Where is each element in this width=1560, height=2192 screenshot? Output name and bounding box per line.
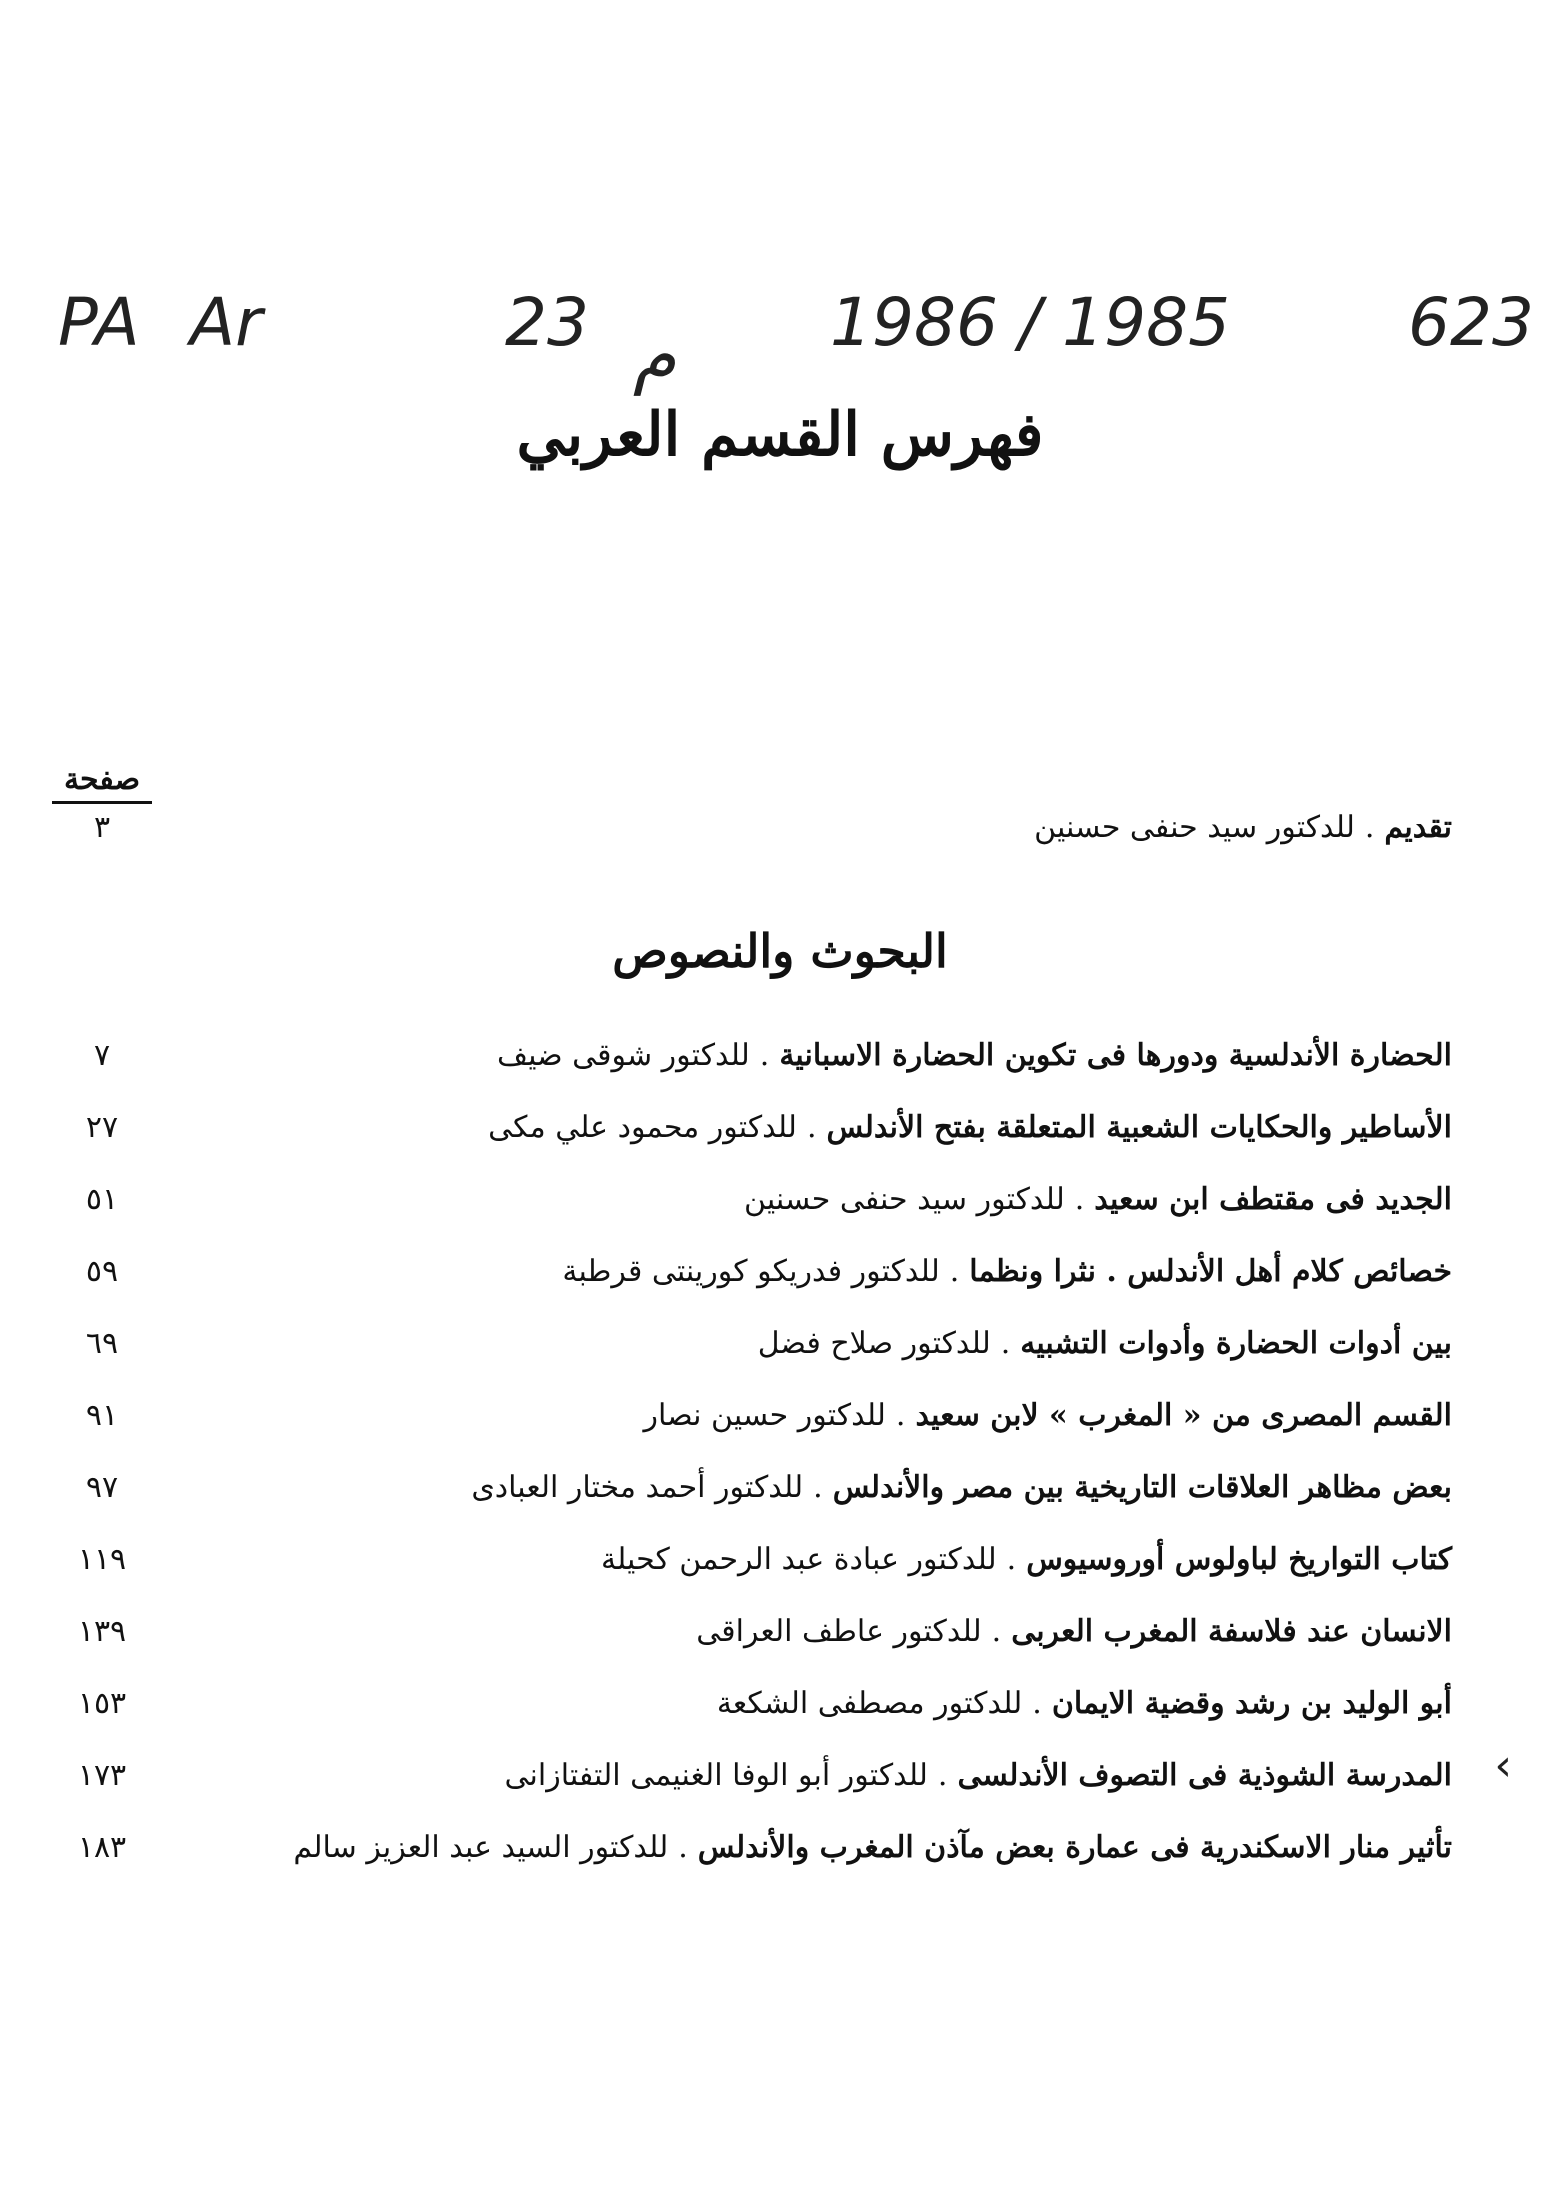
toc-entry-page: ٩٧: [85, 1470, 119, 1505]
toc-entry-page: ١٣٩: [77, 1614, 127, 1649]
toc-entry-author: للدكتور محمود علي مكى: [488, 1110, 797, 1145]
handwritten-note-4: م: [633, 314, 677, 396]
toc-entry-page: ٧: [93, 1038, 111, 1073]
toc-entry-page: ١٧٣: [77, 1758, 127, 1793]
toc-entry: كتاب التواريخ لباولوس أوروسيوس.للدكتور عبادة عبد الرحمن كحيلة ١١٩: [0, 1532, 1560, 1588]
toc-entry: الحضارة الأندلسية ودورها فى تكوين الحضارة الاسبانية.للدكتور شوقى ضيف ٧: [0, 1028, 1560, 1084]
toc-entry-title: بعض مظاهر العلاقات التاريخية بين مصر والأندلس: [832, 1470, 1452, 1505]
handwritten-note-years: 1986 / 1985: [830, 284, 1231, 361]
intro-page-number: ٣: [93, 810, 111, 845]
toc-entry-page: ٦٩: [85, 1326, 119, 1361]
page-title: فهرس القسم العربي: [516, 400, 1044, 470]
toc-entry-title: المدرسة الشوذية فى التصوف الأندلسى: [957, 1758, 1452, 1793]
toc-entry-page: ١٨٣: [77, 1830, 127, 1865]
toc-list: [0, 1028, 1560, 1892]
toc-entry-author: للدكتور مصطفى الشكعة: [716, 1686, 1023, 1721]
toc-entry: المدرسة الشوذية فى التصوف الأندلسى.للدكتور أبو الوفا الغنيمى التفتازانى ١٧٣: [0, 1748, 1560, 1804]
intro-author: للدكتور سيد حنفى حسنين: [1034, 810, 1355, 845]
toc-entry-page: ١١٩: [77, 1542, 127, 1577]
toc-entry-title: خصائص كلام أهل الأندلس . نثرا ونظما: [969, 1254, 1452, 1289]
toc-entry-author: للدكتور شوقى ضيف: [497, 1038, 750, 1073]
page-column-header: صفحة: [52, 762, 152, 804]
toc-entry-author: للدكتور صلاح فضل: [757, 1326, 991, 1361]
toc-entry-title: الانسان عند فلاسفة المغرب العربى: [1011, 1614, 1452, 1649]
toc-entry-title: كتاب التواريخ لباولوس أوروسيوس: [1026, 1542, 1452, 1577]
toc-entry-title: الجديد فى مقتطف ابن سعيد: [1094, 1182, 1452, 1217]
toc-entry: الانسان عند فلاسفة المغرب العربى.للدكتور عاطف العراقى ١٣٩: [0, 1604, 1560, 1660]
toc-entry-title: الحضارة الأندلسية ودورها فى تكوين الحضارة الاسبانية: [779, 1038, 1452, 1073]
toc-entry: خصائص كلام أهل الأندلس . نثرا ونظما.للدكتور فدريكو كورينتى قرطبة ٥٩: [0, 1244, 1560, 1300]
toc-entry-page: ١٥٣: [77, 1686, 127, 1721]
angle-mark-icon: ‹: [1494, 1740, 1512, 1791]
toc-entry-title: القسم المصرى من « المغرب » لابن سعيد: [915, 1398, 1452, 1433]
toc-entry: بين أدوات الحضارة وأدوات التشبيه.للدكتور صلاح فضل ٦٩: [0, 1316, 1560, 1372]
handwritten-note-2: Ar: [190, 284, 263, 361]
toc-entry-author: للدكتور عاطف العراقى: [696, 1614, 982, 1649]
toc-entry-author: للدكتور أبو الوفا الغنيمى التفتازانى: [504, 1758, 928, 1793]
toc-entry: بعض مظاهر العلاقات التاريخية بين مصر والأندلس.للدكتور أحمد مختار العبادى ٩٧: [0, 1460, 1560, 1516]
handwritten-note-number: 623: [1408, 284, 1534, 361]
section-heading: البحوث والنصوص: [612, 924, 948, 978]
toc-entry: أبو الوليد بن رشد وقضية الايمان.للدكتور مصطفى الشكعة ١٥٣: [0, 1676, 1560, 1732]
intro-entry: تقديم.للدكتور سيد حنفى حسنين: [1034, 810, 1452, 845]
toc-entry-author: للدكتور فدريكو كورينتى قرطبة: [562, 1254, 940, 1289]
toc-entry-title: بين أدوات الحضارة وأدوات التشبيه: [1020, 1326, 1452, 1361]
toc-entry-title: أبو الوليد بن رشد وقضية الايمان: [1051, 1686, 1452, 1721]
toc-entry: تأثير منار الاسكندرية فى عمارة بعض مآذن المغرب والأندلس.للدكتور السيد عبد العزيز سالم ١٨٣: [0, 1820, 1560, 1876]
intro-row: [0, 800, 1560, 856]
toc-entry: الجديد فى مقتطف ابن سعيد.للدكتور سيد حنفى حسنين ٥١: [0, 1172, 1560, 1228]
toc-entry-page: ٥١: [85, 1182, 119, 1217]
toc-entry-author: للدكتور أحمد مختار العبادى: [471, 1470, 804, 1505]
handwritten-note-3: 23: [505, 284, 589, 361]
toc-entry-title: تأثير منار الاسكندرية فى عمارة بعض مآذن المغرب والأندلس: [697, 1830, 1452, 1865]
toc-entry-author: للدكتور سيد حنفى حسنين: [744, 1182, 1065, 1217]
intro-title: تقديم: [1384, 810, 1452, 845]
toc-entry-author: للدكتور السيد عبد العزيز سالم: [293, 1830, 669, 1865]
toc-entry-author: للدكتور عبادة عبد الرحمن كحيلة: [601, 1542, 997, 1577]
handwritten-note-1: PA: [58, 284, 140, 361]
toc-entry-page: ٢٧: [85, 1110, 119, 1145]
toc-entry-title: الأساطير والحكايات الشعبية المتعلقة بفتح الأندلس: [826, 1110, 1452, 1145]
toc-entry: القسم المصرى من « المغرب » لابن سعيد.للدكتور حسين نصار ٩١: [0, 1388, 1560, 1444]
toc-entry-page: ٩١: [85, 1398, 119, 1433]
toc-entry: الأساطير والحكايات الشعبية المتعلقة بفتح الأندلس.للدكتور محمود علي مكى ٢٧: [0, 1100, 1560, 1156]
toc-entry-page: ٥٩: [85, 1254, 119, 1289]
toc-entry-author: للدكتور حسين نصار: [643, 1398, 886, 1433]
